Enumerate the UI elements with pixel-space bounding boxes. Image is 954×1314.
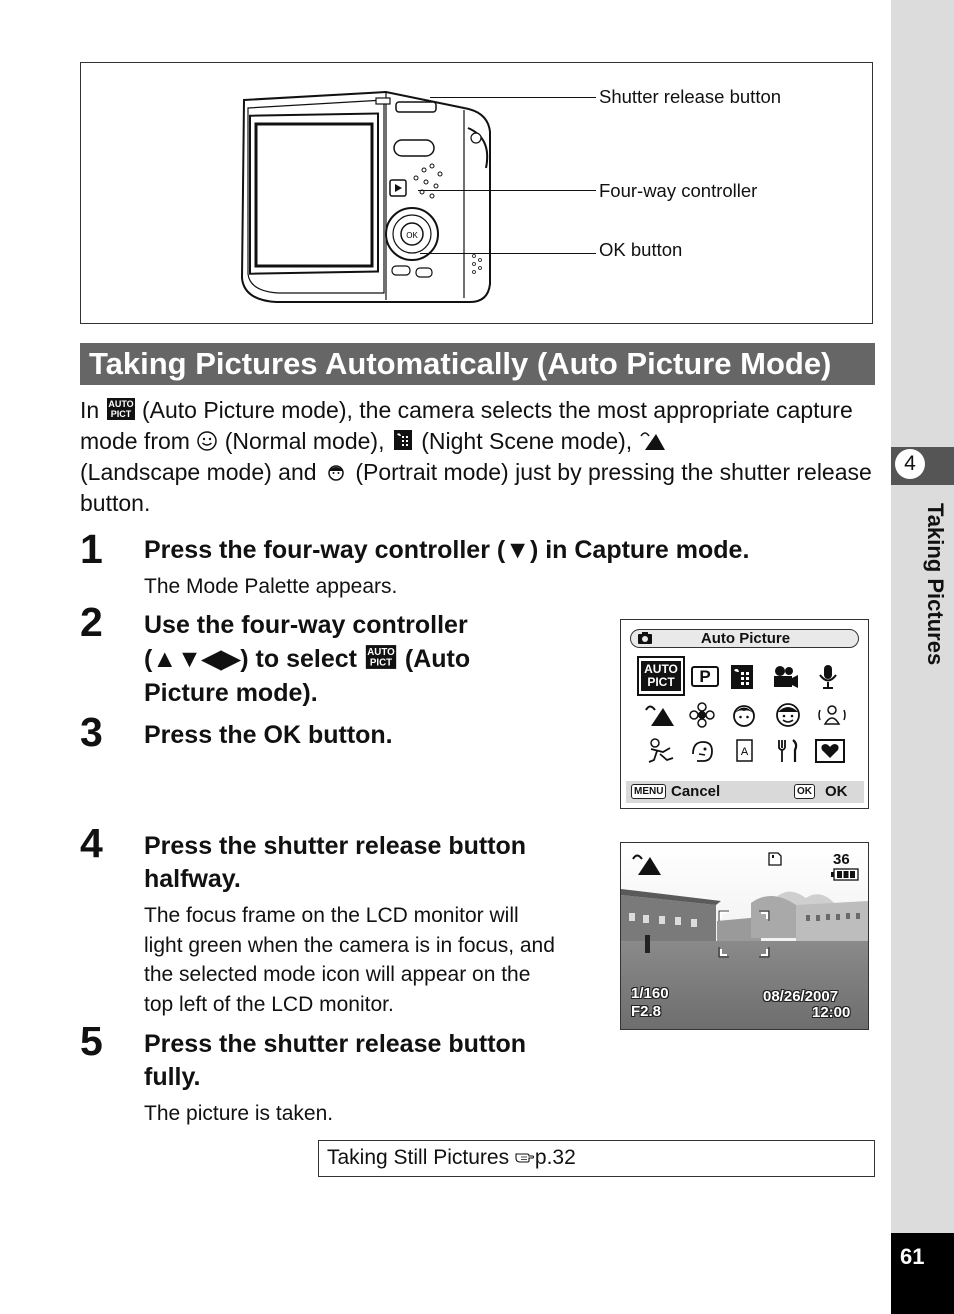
step-4-body-line-1: The focus frame on the LCD monitor will <box>144 904 519 927</box>
svg-text:PICT: PICT <box>110 409 131 419</box>
palette-pet-icon[interactable] <box>685 736 719 766</box>
shutter-speed: 1/160 <box>631 985 669 1002</box>
palette-text-icon[interactable] <box>727 736 761 766</box>
date-display: 08/26/2007 <box>763 988 839 1005</box>
intro-text-1: In <box>80 397 100 423</box>
intro-text-4: (Night Scene mode), <box>421 428 633 454</box>
palette-movie-icon[interactable] <box>767 662 801 692</box>
ok-key-icon: OK <box>794 784 815 799</box>
reference-text: Taking Still Pictures <box>327 1146 510 1169</box>
palette-natural-skin-tone-icon[interactable] <box>771 700 805 730</box>
step-2-heading-line-3: Picture mode). <box>144 679 318 707</box>
memory-card-icon <box>767 851 783 867</box>
chapter-label: Taking Pictures <box>923 503 948 666</box>
step-4-heading-line-2: halfway. <box>144 865 241 893</box>
svg-text:AUTO: AUTO <box>367 646 395 658</box>
palette-voice-recording-icon[interactable] <box>811 662 845 692</box>
battery-icon <box>831 868 859 881</box>
step-2-number: 2 <box>80 599 103 645</box>
svg-text:PICT: PICT <box>369 657 393 669</box>
palette-surf-snow-icon[interactable] <box>815 700 849 730</box>
step-4-number: 4 <box>80 820 103 866</box>
step-4-body-line-2: light green when the camera is in focus, and <box>144 934 555 957</box>
intro-text-5: (Landscape mode) and <box>80 459 317 485</box>
page-number: 61 <box>900 1244 925 1269</box>
landscape-icon <box>639 428 667 452</box>
palette-program-icon[interactable]: P <box>691 666 719 687</box>
step-4-body-line-3: the selected mode icon will appear on the <box>144 963 531 986</box>
camera-back-illustration <box>236 88 498 310</box>
step-3-heading: Press the OK button. <box>144 721 393 749</box>
intro-text-6: (Portrait mode) just by pressing the shutter release button. <box>80 459 872 516</box>
step-5-heading-line-1: Press the shutter release button <box>144 1030 527 1058</box>
callout-ok-button: OK button <box>599 239 683 260</box>
pointing-hand-icon <box>515 1150 535 1164</box>
step-1-heading: Press the four-way controller (▼) in Capture mode. <box>144 536 750 564</box>
mode-palette-screen <box>620 619 869 809</box>
portrait-icon <box>323 461 349 483</box>
callout-four-way-controller: Four-way controller <box>599 180 758 201</box>
night-scene-icon <box>391 428 415 452</box>
leader-fourway <box>418 190 596 191</box>
palette-flower-icon[interactable] <box>685 700 719 730</box>
smiley-normal-mode-icon <box>196 430 218 452</box>
intro-text-2: (Auto Picture mode), the camera selects the most appropriate capture mode from <box>80 397 853 454</box>
callout-shutter-release: Shutter release button <box>599 86 782 107</box>
step-2-heading-line-2 <box>144 642 470 676</box>
lcd-monitor-screen <box>620 842 869 1030</box>
palette-frame-composite-icon[interactable] <box>813 736 847 766</box>
auto-pict-icon <box>106 397 136 421</box>
palette-title: Auto Picture <box>700 630 791 647</box>
menu-key-icon: MENU <box>631 784 666 799</box>
step-5-number: 5 <box>80 1018 103 1064</box>
ok-label[interactable]: OK <box>825 783 848 800</box>
palette-landscape-icon[interactable] <box>643 700 677 730</box>
reference-box <box>318 1140 875 1177</box>
aperture: F2.8 <box>631 1003 662 1020</box>
step-1-body: The Mode Palette appears. <box>144 575 398 598</box>
intro-text-3: (Normal mode), <box>224 428 385 454</box>
palette-selection-frame[interactable] <box>637 656 685 696</box>
remaining-shots: 36 <box>833 851 850 868</box>
section-title: Taking Pictures Automatically (Auto Picture Mode) <box>80 343 875 385</box>
lcd-landscape-mode-icon <box>627 849 667 879</box>
cancel-label[interactable]: Cancel <box>671 783 721 800</box>
step-2-heading-line-1: Use the four-way controller <box>144 611 468 639</box>
palette-food-icon[interactable] <box>771 736 805 766</box>
step-5-heading-line-2: fully. <box>144 1063 201 1091</box>
palette-night-scene-icon[interactable] <box>725 662 759 692</box>
svg-text:A: A <box>740 746 749 758</box>
auto-pict-icon <box>364 644 398 670</box>
chapter-number: 4 <box>895 449 925 479</box>
reference-page[interactable]: p.32 <box>534 1146 576 1169</box>
step-2-heading-text: (▲▼◀▶) to select <box>144 645 357 673</box>
time-display: 12:00 <box>812 1004 851 1021</box>
palette-portrait-icon[interactable] <box>727 700 761 730</box>
leader-ok <box>420 253 596 254</box>
step-2-heading-auto: (Auto <box>404 645 471 673</box>
svg-text:AUTO: AUTO <box>107 399 134 409</box>
step-3-number: 3 <box>80 709 103 755</box>
step-4-body-line-4: top left of the LCD monitor. <box>144 993 394 1016</box>
step-4-heading-line-1: Press the shutter release button <box>144 832 527 860</box>
palette-title-bar <box>630 629 859 648</box>
svg-text:OK: OK <box>406 231 418 240</box>
palette-sport-icon[interactable] <box>643 736 677 766</box>
palette-auto-pict-icon: AUTO PICT <box>641 661 681 691</box>
palette-footer <box>626 781 864 803</box>
step-1-number: 1 <box>80 526 103 572</box>
leader-shutter <box>430 97 596 98</box>
intro-paragraph <box>80 395 880 519</box>
step-5-body: The picture is taken. <box>144 1102 334 1125</box>
